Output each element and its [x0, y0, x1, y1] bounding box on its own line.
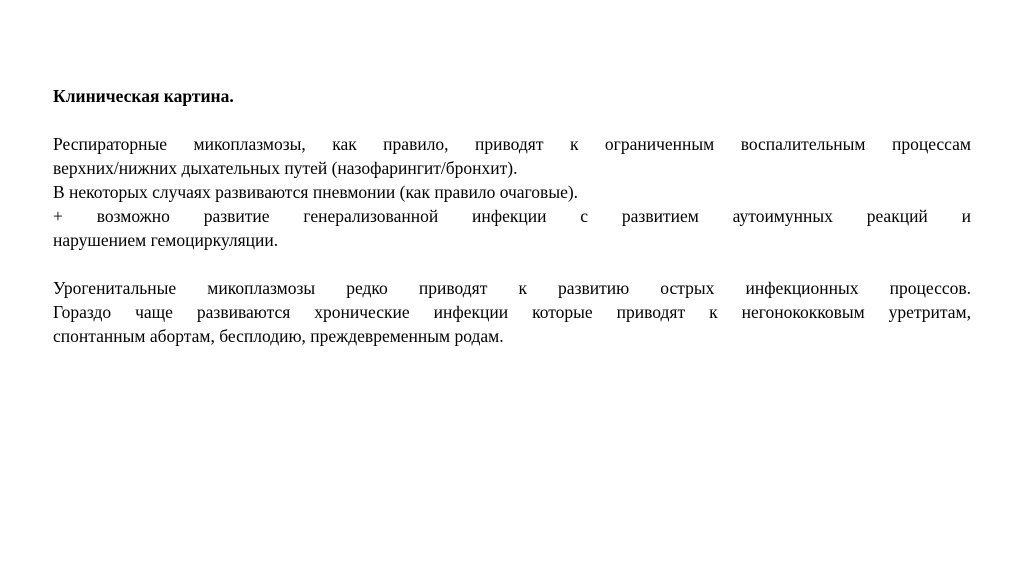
spacer: [53, 252, 971, 276]
urogenital-line-2: Гораздо чаще развиваются хронические инфекции которые приводят к негонококковым уретритам,: [53, 302, 971, 322]
spacer: [53, 108, 971, 132]
respiratory-line-4: + возможно развитие генерализованной инфекции с развитием аутоимунных реакций и: [53, 206, 971, 226]
respiratory-line-2: верхних/нижних дыхательных путей (назофарингит/бронхит).: [53, 158, 518, 178]
respiratory-line-5: нарушением гемоциркуляции.: [53, 230, 279, 250]
respiratory-line-1: Респираторные микоплазмозы, как правило, приводят к ограниченным воспалительным процессам: [53, 134, 971, 154]
respiratory-line-3: В некоторых случаях развиваются пневмонии (как правило очаговые).: [53, 182, 579, 202]
urogenital-line-3: спонтанным абортам, бесплодию, преждевременным родам.: [53, 326, 504, 346]
respiratory-paragraph: [53, 132, 971, 252]
urogenital-line-1: Урогенитальные микоплазмозы редко приводят к развитию острых инфекционных процессов.: [53, 278, 971, 298]
slide-content: [53, 84, 971, 348]
urogenital-paragraph: [53, 276, 971, 348]
slide-heading: Клиническая картина.: [53, 86, 234, 106]
